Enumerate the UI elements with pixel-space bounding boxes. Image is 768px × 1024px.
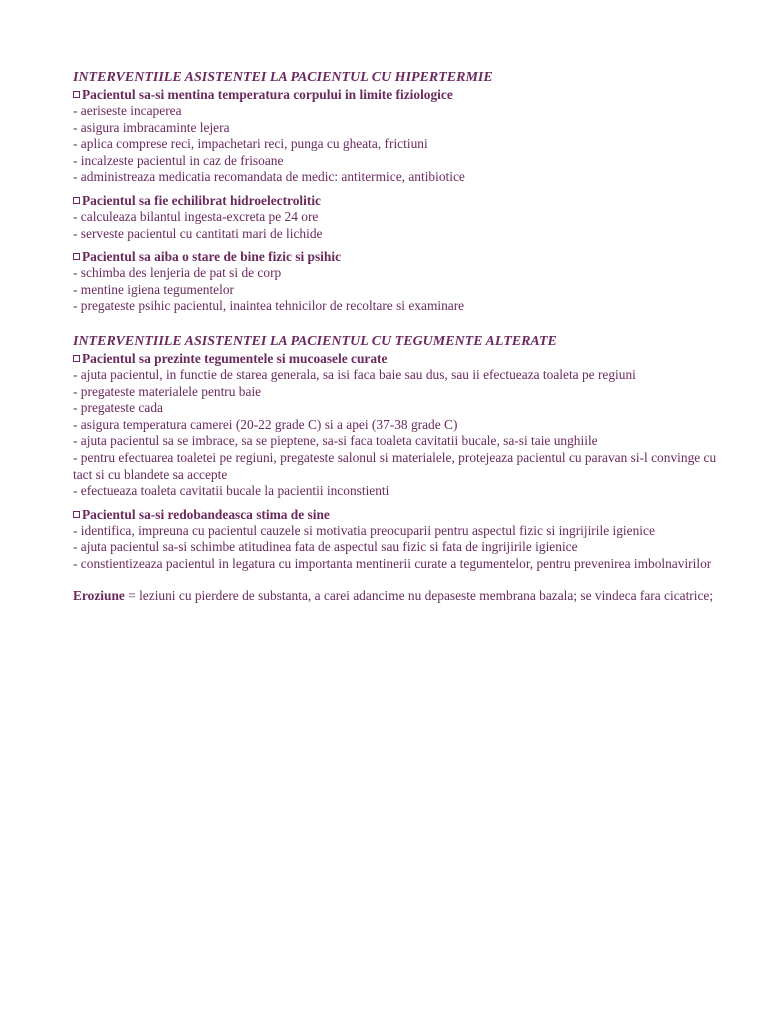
checkbox-bullet-icon: [73, 91, 80, 98]
list-item: - administreaza medicatia recomandata de medic: antitermice, antibiotice: [73, 169, 465, 185]
list-item: - serveste pacientul cu cantitati mari de lichide: [73, 225, 323, 241]
list-item: - identifica, impreuna cu pacientul cauzele si motivatia preocuparii pentru aspectul fizic si ingrijirile igienice: [73, 522, 655, 538]
list-item: - pregateste cada: [73, 400, 163, 416]
list-item: - incalzeste pacientul in caz de frisoane: [73, 152, 284, 168]
list-item: - mentine igiena tegumentelor: [73, 281, 235, 297]
list-item: - pregateste materialele pentru baie: [73, 383, 262, 399]
list-item: - pregateste psihic pacientul, inaintea tehnicilor de recoltare si examinare: [73, 298, 465, 314]
checkbox-bullet-icon: [73, 355, 80, 362]
checkbox-bullet-icon: [73, 253, 80, 260]
goal-heading: [73, 350, 733, 367]
definition-text: = leziuni cu pierdere de substanta, a carei adancime nu depaseste membrana bazala; se vindeca fara cicatrice;: [124, 588, 714, 604]
definition-paragraph: [73, 588, 733, 605]
goal-heading: [73, 506, 733, 523]
goal-heading-text: Pacientul sa fie echilibrat hidroelectrolitic: [82, 192, 321, 208]
checkbox-bullet-icon: [73, 511, 80, 518]
checkbox-bullet-icon: [73, 197, 80, 204]
list-item: - efectueaza toaleta cavitatii bucale la pacientii inconstienti: [73, 483, 390, 499]
list-item: - calculeaza bilantul ingesta-excreta pe 24 ore: [73, 208, 319, 224]
document-page: [73, 69, 733, 605]
list-item: - aplica comprese reci, impachetari reci, punga cu gheata, frictiuni: [73, 136, 428, 152]
list-item: - ajuta pacientul sa-si schimbe atitudinea fata de aspectul sau fizic si fata de ingrijirile igienice: [73, 539, 578, 555]
goal-heading: [73, 192, 733, 209]
list-item: - asigura temperatura camerei (20-22 grade C) si a apei (37-38 grade C): [73, 416, 458, 432]
goal-heading: [73, 248, 733, 265]
section-title-tegumente: INTERVENTIILE ASISTENTEI LA PACIENTUL CU TEGUMENTE ALTERATE: [73, 333, 557, 349]
list-item: - ajuta pacientul, in functie de starea generala, sa isi faca baie sau dus, sau ii efectueaza toaleta pe regiuni: [73, 366, 636, 382]
list-item: - pentru efectuarea toaletei pe regiuni, pregateste salonul si materialele, protejeaza pacientul cu paravan si-l convinge cu tact si cu blandete sa accepte: [73, 449, 717, 482]
intervention-list: [73, 103, 733, 186]
intervention-list: [73, 209, 733, 242]
list-item: - constientizeaza pacientul in legatura cu importanta mentinerii curate a tegumentelor, pentru prevenirea imbolnavirilor: [73, 555, 712, 571]
goal-heading-text: Pacientul sa-si mentina temperatura corpului in limite fiziologice: [82, 87, 453, 102]
goal-heading-text: Pacientul sa aiba o stare de bine fizic si psihic: [82, 249, 342, 265]
goal-heading: [73, 86, 733, 103]
section-title-hipertermie: INTERVENTIILE ASISTENTEI LA PACIENTUL CU HIPERTERMIE: [73, 70, 493, 85]
list-item: - asigura imbracaminte lejera: [73, 119, 230, 135]
intervention-list: [73, 367, 733, 500]
list-item: - ajuta pacientul sa se imbrace, sa se pieptene, sa-si faca toaleta cavitatii bucale, sa-si taie unghiile: [73, 433, 598, 449]
intervention-list: [73, 265, 733, 315]
goal-heading-text: Pacientul sa-si redobandeasca stima de sine: [82, 506, 330, 522]
definition-term: Eroziune: [73, 588, 125, 604]
intervention-list: [73, 523, 733, 573]
goal-heading-text: Pacientul sa prezinte tegumentele si mucoasele curate: [82, 350, 388, 366]
list-item: - aeriseste incaperea: [73, 103, 182, 118]
list-item: - schimba des lenjeria de pat si de corp: [73, 265, 282, 281]
